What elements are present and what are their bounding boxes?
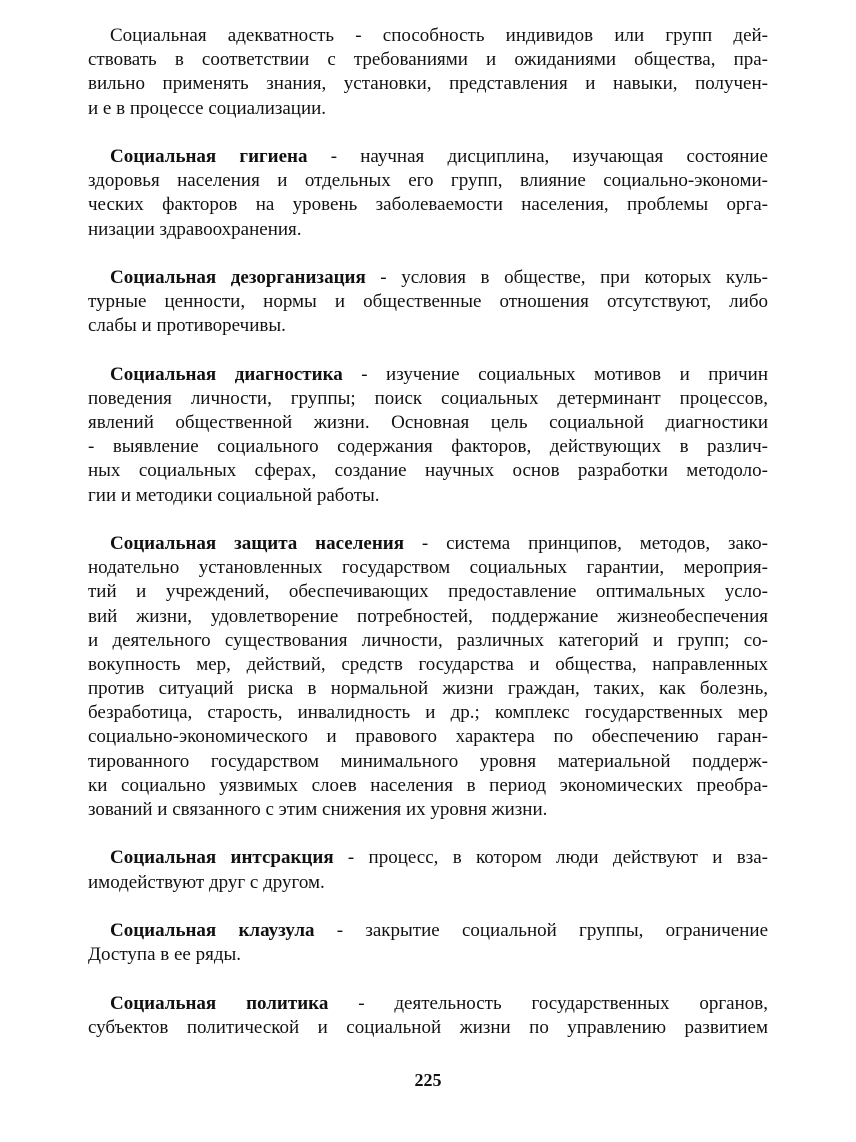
entry-term: Социальная клаузула <box>110 919 315 941</box>
entry-line: вильно применять знания, установки, представления и навыки, получен- <box>88 73 768 95</box>
entry-first-line <box>88 919 768 943</box>
entry-definition-start: - закрытие социальной группы, ограничение <box>314 919 769 941</box>
entry-social-protection <box>88 532 768 822</box>
entry-line: Доступа в ее ряды. <box>88 944 242 966</box>
entry-line: - выявление социального содержания факторов, действующих в различ- <box>88 436 768 458</box>
entry-term: Социальная гигиена <box>110 145 308 167</box>
entry-line: турные ценности, нормы и общественные отношения отсутствуют, либо <box>88 291 768 313</box>
entry-line: ческих факторов на уровень заболеваемости населения, проблемы орга- <box>88 194 768 216</box>
entry-line: ки социально уязвимых слоев населения в период экономических преобра- <box>88 774 768 796</box>
page-number: 225 <box>414 1070 442 1090</box>
entry-definition-start: - изучение социальных мотивов и причин <box>342 363 768 385</box>
entry-social-diagnostics <box>88 363 768 508</box>
entry-social-clause <box>88 919 768 967</box>
entry-social-interaction <box>88 846 768 894</box>
entry-line: и е в процессе социализации. <box>88 97 327 119</box>
entry-line: слабы и противоречивы. <box>88 315 286 337</box>
entry-definition-start: - условия в обществе, при которых куль- <box>365 266 768 288</box>
entry-line: зований и связанного с этим снижения их уровня жизни. <box>88 799 548 820</box>
entry-term: Социальная дезорганизация <box>110 266 366 288</box>
entry-line: вокупность мер, действий, средств государства и общества, направленных <box>88 653 768 675</box>
entry-line: тированного государством минимального уровня материальной поддерж- <box>88 750 768 772</box>
entry-line: гии и методики социальной работы. <box>88 484 380 506</box>
entry-definition-start: - деятельность государственных органов, <box>328 992 768 1014</box>
entry-line: и деятельного существования личности, различных категорий и групп; со- <box>88 629 768 651</box>
entry-line: безработица, старость, инвалидность и др.; комплекс государственных мер <box>88 702 768 724</box>
entry-term: Социальная диагностика <box>110 363 343 385</box>
entry-social-disorganization <box>88 266 768 339</box>
entry-line: низации здравоохранения. <box>88 218 302 240</box>
entry-line: имодействуют друг с другом. <box>88 871 325 893</box>
entry-line: вий жизни, удовлетворение потребностей, поддержание жизнеобеспечения <box>88 605 768 627</box>
entry-definition-start: - научная дисциплина, изучающая состояние <box>307 145 768 167</box>
entry-definition-start: - система принципов, методов, зако- <box>404 532 768 554</box>
entry-social-hygiene <box>88 145 768 242</box>
entry-social-policy <box>88 992 768 1040</box>
entry-first-line <box>88 846 768 870</box>
entry-line: здоровья населения и отдельных его групп, влияние социально-экономи- <box>88 170 768 192</box>
entry-line: социально-экономического и правового характера по обеспечению гаран- <box>88 726 768 748</box>
entry-social-adequacy <box>88 24 768 121</box>
entry-line: против ситуаций риска в нормальной жизни граждан, таких, как болезнь, <box>88 678 768 700</box>
entry-term: Социальная политика <box>110 992 329 1014</box>
entry-definition-start: - процесс, в котором люди действуют и вза- <box>333 847 768 869</box>
entry-line: тий и учреждений, обеспечивающих предоставление оптимальных усло- <box>88 581 768 603</box>
entry-first-line <box>88 266 768 290</box>
document-page <box>88 24 768 1064</box>
entry-line: нодательно установленных государством социальных гарантии, мероприя- <box>88 557 768 579</box>
entry-first-line <box>88 145 768 169</box>
entry-line: поведения личности, группы; поиск социальных детерминант процессов, <box>88 387 768 409</box>
entry-term: Социальная защита населения <box>110 532 404 554</box>
entry-line: субъектов политической и социальной жизни по управлению развитием <box>88 1016 768 1038</box>
entry-line: ных социальных сферах, создание научных основ разработки методоло- <box>88 460 768 482</box>
entry-line: ствовать в соответствии с требованиями и ожиданиями общества, пра- <box>88 49 768 71</box>
entry-first-line <box>88 532 768 556</box>
entry-first-line <box>88 992 768 1016</box>
entry-line: Социальная адекватность - способность индивидов или групп дей- <box>110 25 768 46</box>
entry-line: явлений общественной жизни. Основная цель социальной диагностики <box>88 412 768 433</box>
entry-first-line <box>88 363 768 387</box>
entry-term: Социальная интсракция <box>110 847 334 869</box>
